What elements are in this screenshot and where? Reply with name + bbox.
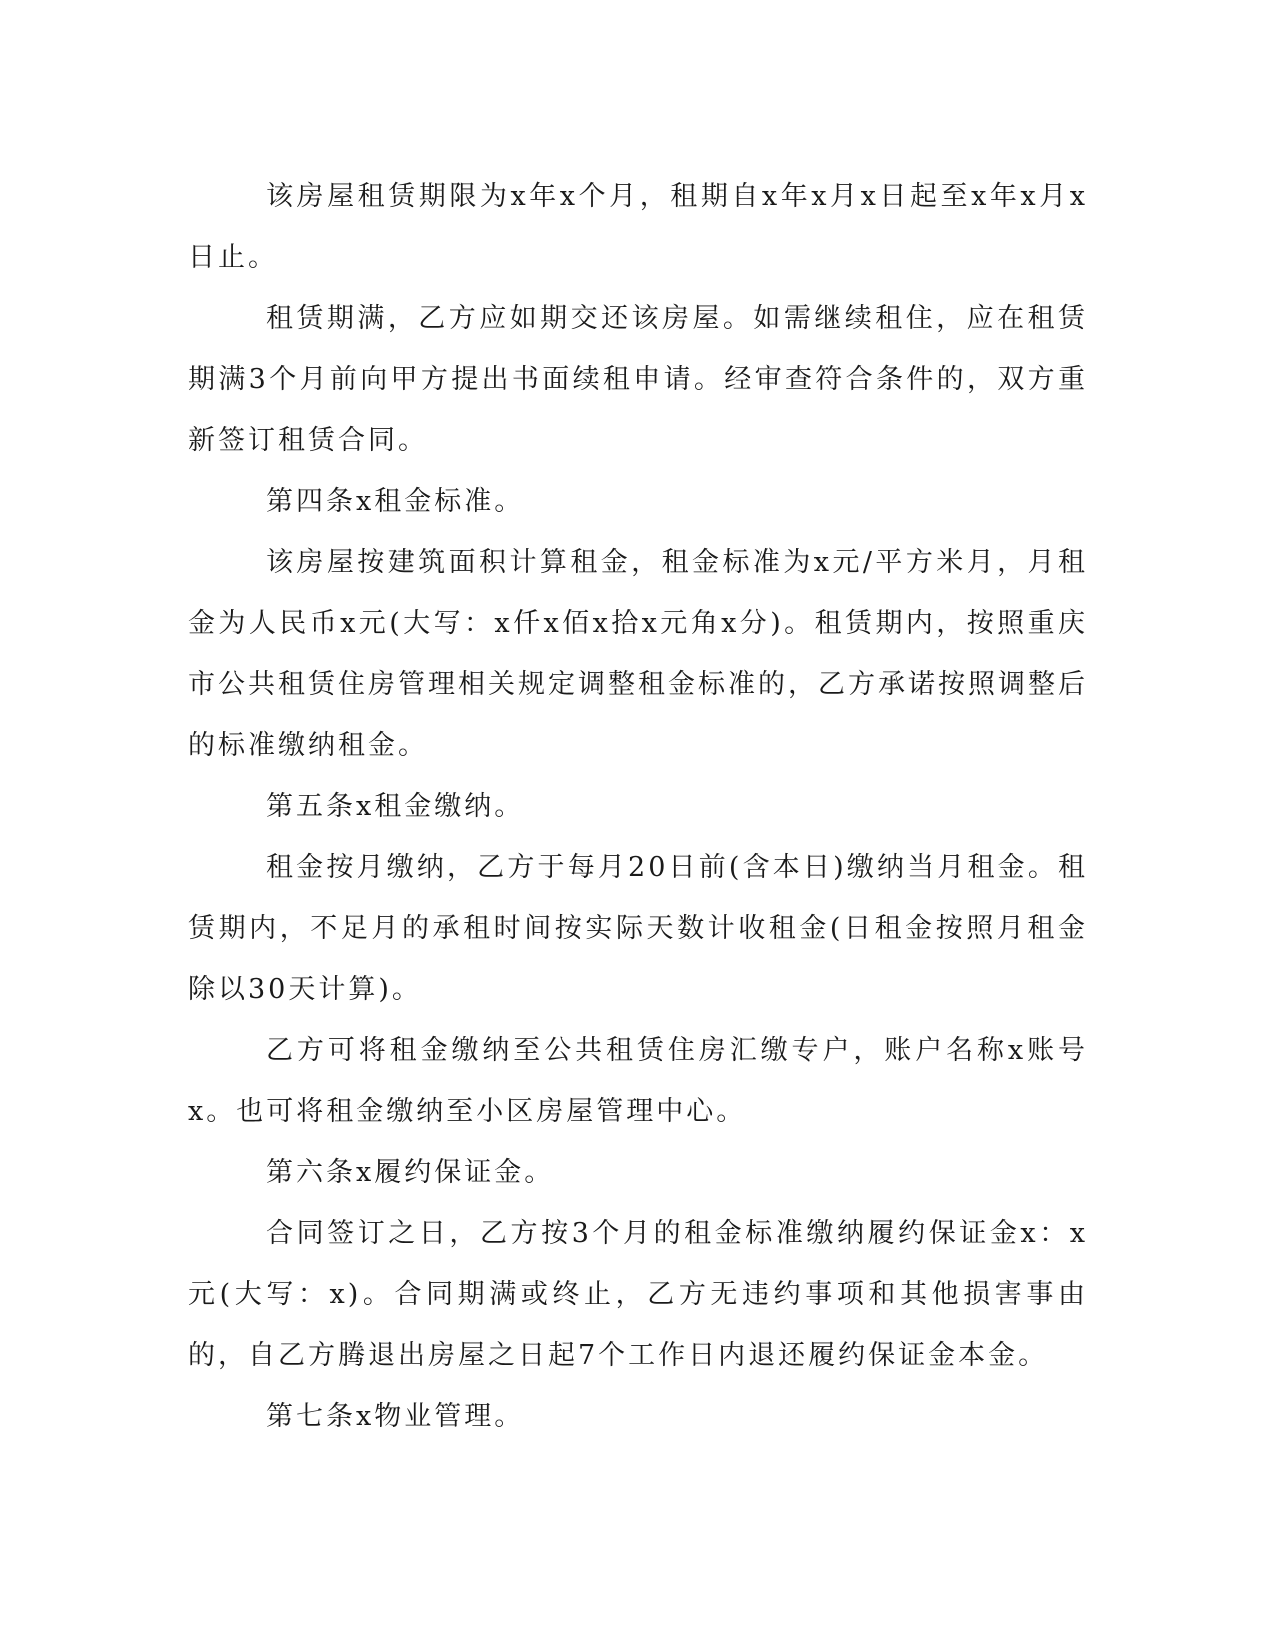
paragraph-payment-account: 乙方可将租金缴纳至公共租赁住房汇缴专户，账户名称x账号x。也可将租金缴纳至小区房屋管理中心。 — [188, 1035, 1088, 1127]
paragraph-rent-standard: 该房屋按建筑面积计算租金，租金标准为x元/平方米月，月租金为人民币x元(大写：x仟x佰x拾x元角x分)。租赁期内，按照重庆市公共租赁住房管理相关规定调整租金标准的，乙方承诺按照调整后的标准缴纳租金。 — [188, 547, 1088, 761]
heading-article-6: 第六条x履约保证金。 — [266, 1157, 555, 1188]
heading-article-7: 第七条x物业管理。 — [266, 1401, 525, 1432]
document-body — [188, 166, 1088, 1447]
paragraph-lease-term: 该房屋租赁期限为x年x个月，租期自x年x月x日起至x年x月x日止。 — [188, 181, 1088, 273]
heading-article-4: 第四条x租金标准。 — [266, 486, 525, 517]
paragraph-lease-renewal: 租赁期满，乙方应如期交还该房屋。如需继续租住，应在租赁期满3个月前向甲方提出书面续租申请。经审查符合条件的，双方重新签订租赁合同。 — [188, 303, 1088, 456]
paragraph-rent-payment: 租金按月缴纳，乙方于每月20日前(含本日)缴纳当月租金。租赁期内，不足月的承租时间按实际天数计收租金(日租金按照月租金除以30天计算)。 — [188, 852, 1088, 1005]
paragraph-deposit: 合同签订之日，乙方按3个月的租金标准缴纳履约保证金x：x元(大写：x)。合同期满或终止，乙方无违约事项和其他损害事由的，自乙方腾退出房屋之日起7个工作日内退还履约保证金本金。 — [188, 1218, 1088, 1371]
heading-article-5: 第五条x租金缴纳。 — [266, 791, 525, 822]
